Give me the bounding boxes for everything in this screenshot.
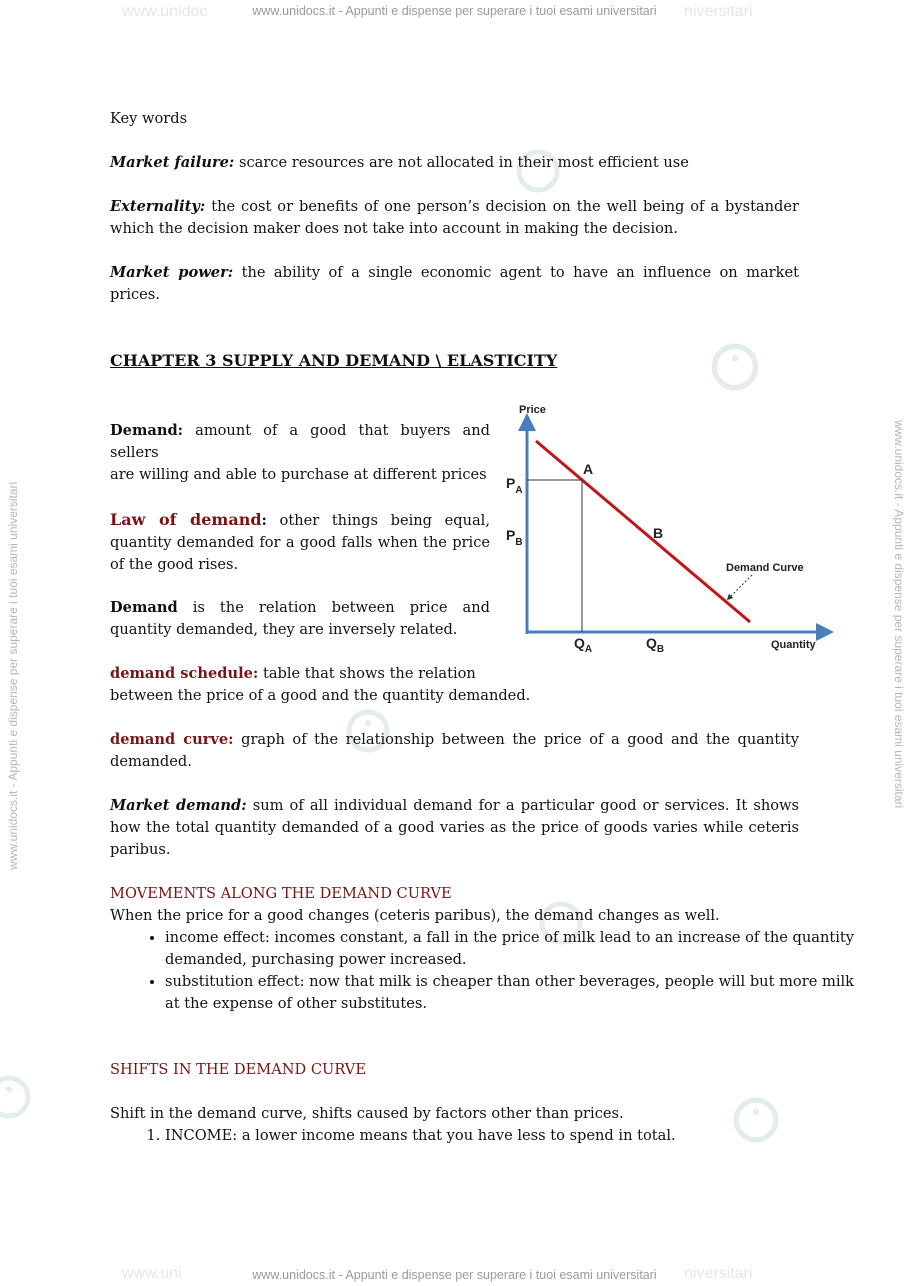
market-power-text: the ability of a single economic agent to have an influence on market prices. [110,264,799,303]
demand-curve-definition [110,729,799,773]
list-item: • substitution effect: now that milk is cheaper than other beverages, people will but more milk at the expense of other substitutes. [165,971,854,1015]
market-demand-term: Market demand: [110,797,247,814]
quantity-a-label: $Q_A$ [574,635,593,655]
externality-term: Externality: [110,198,206,215]
shifts-heading: SHIFTS IN THE DEMAND CURVE [110,1061,366,1078]
law-of-demand-term: Law of demand [110,510,262,529]
demand-curve-chart [500,398,840,660]
demand-curve-label: Demand Curve [726,562,804,574]
watermark-side-left: www.unidocs.it - Appunti e dispense per superare i tuoi esami universitari [6,481,20,870]
demand-definition [110,420,490,464]
watermark-logo-icon [0,1074,32,1120]
market-demand-definition [110,795,799,861]
law-of-demand: Law of demand: other things being equal, quantity demanded for a good falls when the price of the good rises. [110,510,490,573]
market-failure-definition [110,152,799,174]
demand-schedule-text-1: table that shows the relation [258,665,476,682]
watermark-ghost-bottom-right: niversitari [684,1265,753,1282]
watermark-ghost-top-left: www.unidoc [122,3,208,20]
externality-text: the cost or benefits of one person’s decision on the well being of a bystander which the decision maker does not take into account in making the decision. [110,198,799,237]
watermark-header[interactable]: www.unidocs.it - Appunti e dispense per superare i tuoi esami universitari [252,4,657,18]
demand-schedule-term: demand schedule: [110,665,259,682]
demand-relation-term: Demand [110,599,178,616]
list-item: • income effect: incomes constant, a fall in the price of milk lead to an increase of the quantity demanded, purchasing power increased. [165,927,854,971]
demand-text-1: amount of a good that buyers and sellers [110,422,490,461]
chapter-title: CHAPTER 3 SUPPLY AND DEMAND \ ELASTICITY [110,351,558,370]
movements-list [110,927,854,1015]
watermark-ghost-bottom-left: www.uni [122,1265,182,1282]
market-power-definition [110,262,799,306]
demand-relation-text: is the relation between price and quantity demanded, they are inversely related. [110,599,490,638]
market-demand-text: sum of all individual demand for a particular good or services. It shows how the total quantity demanded of a good varies as the price of goods varies while ceteris paribus. [110,797,800,858]
demand-curve-line [536,441,750,622]
movements-intro: When the price for a good changes (ceteris paribus), the demand changes as well. [110,907,720,924]
shifts-intro: Shift in the demand curve, shifts caused by factors other than prices. [110,1105,624,1122]
demand-curve-text: graph of the relationship between the price of a good and the quantity demanded. [110,731,799,770]
x-axis-label: Quantity [771,639,816,651]
watermark-footer[interactable]: www.unidocs.it - Appunti e dispense per superare i tuoi esami universitari [252,1268,657,1282]
keywords-title: Key words [110,110,188,127]
demand-term: Demand: [110,422,184,439]
point-a-label: A [583,461,594,477]
price-b-label: $P_B$ [506,527,523,548]
externality-definition [110,196,799,240]
quantity-b-label: $Q_B$ [646,635,665,655]
watermark-ghost-top-right: niversitari [684,3,753,20]
watermark-side-right: www.unidocs.it - Appunti e dispense per superare i tuoi esami universitari [892,420,906,809]
market-failure-term: Market failure: [110,154,235,171]
demand-curve-term: demand curve: [110,731,234,748]
point-b-label: B [653,525,664,541]
law-of-demand-text: other things being equal, quantity demanded for a good falls when the price of the good rises. [110,512,490,573]
y-axis-label: Price [519,404,546,416]
demand-definition-cont: are willing and able to purchase at different prices [110,466,487,483]
list-item: 1. INCOME: a lower income means that you have less to spend in total. [165,1125,854,1147]
demand-relation [110,597,490,641]
demand-schedule-text-2: between the price of a good and the quantity demanded. [110,687,531,704]
market-power-term: Market power: [110,264,234,281]
demand-curve-pointer [729,575,752,598]
price-a-label: $P_A$ [506,475,523,496]
demand-schedule [110,663,799,707]
shifts-list [110,1125,854,1147]
market-failure-text: scarce resources are not allocated in their most efficient use [234,154,689,171]
movements-heading: MOVEMENTS ALONG THE DEMAND CURVE [110,885,452,902]
